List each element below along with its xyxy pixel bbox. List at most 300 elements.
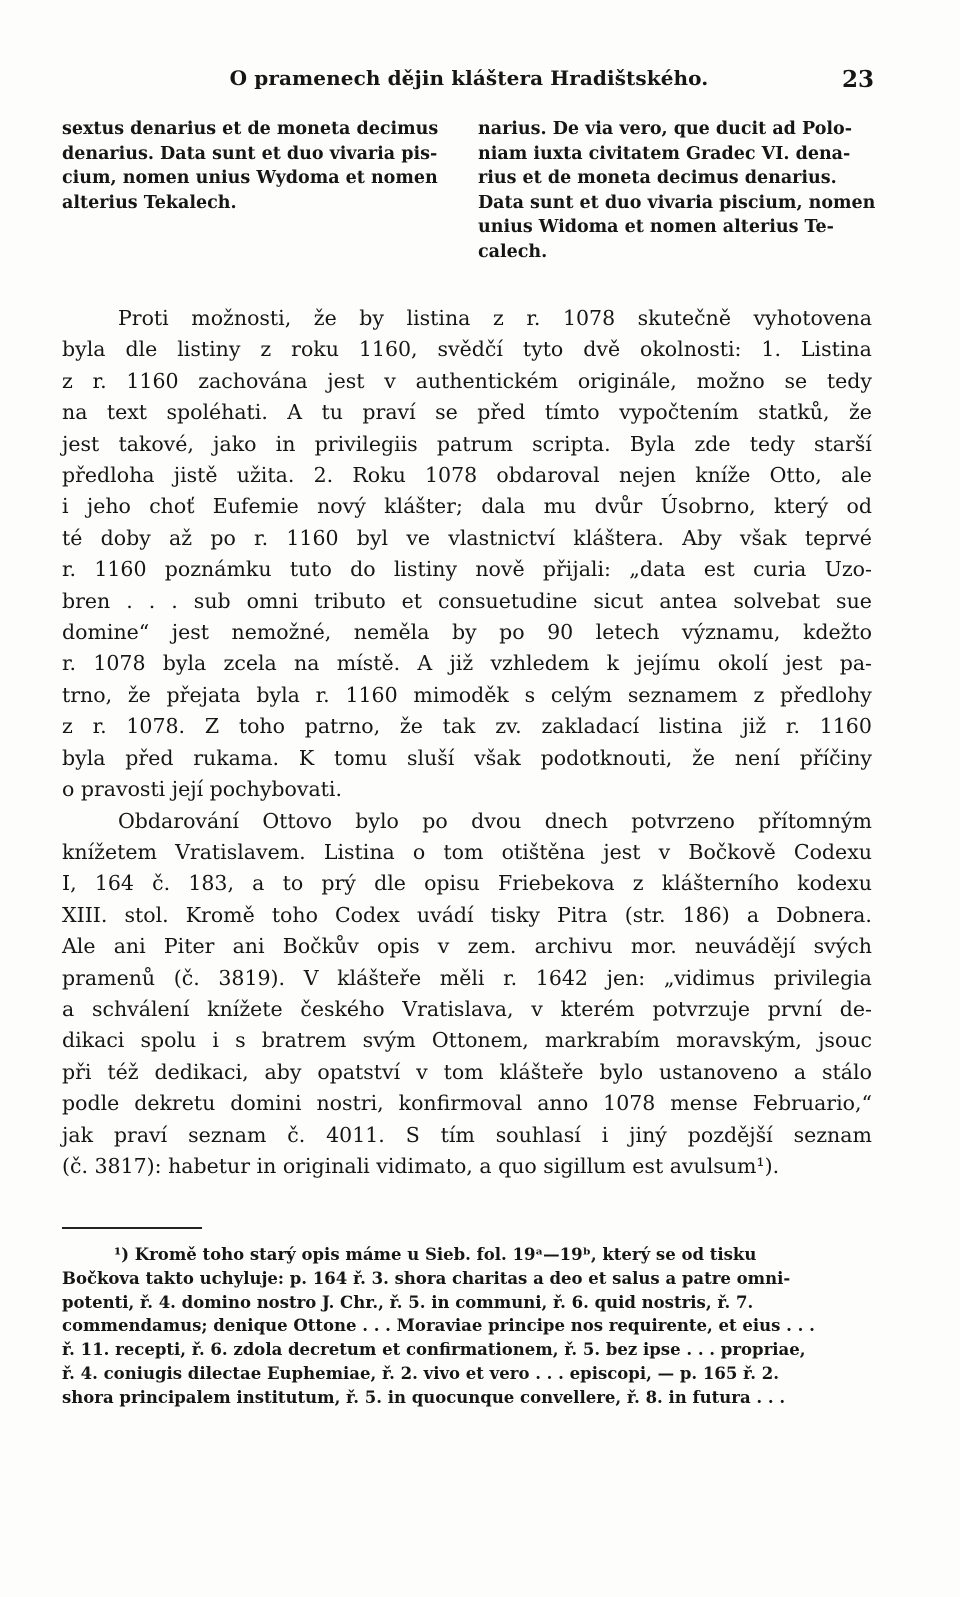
word: vzhledem [490, 651, 590, 676]
body-line [62, 523, 872, 554]
word: jest [62, 431, 100, 456]
word: Ale [62, 934, 96, 959]
word: zde [694, 431, 731, 456]
word: (str. [624, 902, 666, 927]
word: z [492, 306, 504, 330]
word: I, [62, 871, 77, 896]
right-column-line: calech. [478, 241, 548, 262]
word: Roku [352, 463, 406, 488]
word: předloha [62, 463, 155, 488]
word: Ottovo [262, 808, 332, 833]
word: 1078 [93, 651, 146, 676]
word: bylo [355, 808, 399, 833]
right-column-line: Data sunt et duo vivaria piscium, nomen [478, 192, 876, 213]
word: Eufemie [212, 494, 299, 519]
word: dala [481, 494, 526, 519]
word: 164 [94, 871, 134, 896]
word: byla [162, 651, 207, 676]
word: de- [839, 996, 872, 1021]
word: schválení [91, 996, 190, 1021]
word: sicut [593, 588, 644, 613]
word: V [303, 965, 319, 990]
word: domini [230, 1091, 302, 1116]
word: r. [92, 368, 107, 393]
left-column-line: sextus denarius et de moneta decimus [62, 119, 439, 139]
word: jest [171, 620, 210, 645]
word: nostri, [316, 1091, 384, 1116]
left-column-quote [62, 117, 461, 215]
word: Vratislavem. [175, 839, 306, 864]
footnote-line: shora principalem institutum, ř. 5. in quocunque convellere, ř. 8. in futura . . . [62, 1387, 786, 1407]
word: 186) [682, 902, 730, 927]
word: tisky [490, 902, 540, 927]
word: trno, [62, 682, 113, 707]
word: doby [100, 525, 151, 550]
word: tedy [826, 368, 872, 393]
word: originále, [577, 368, 677, 393]
body-line [62, 900, 872, 931]
word: v [437, 934, 450, 959]
word: 1078 [562, 306, 616, 330]
word: seznam [793, 1122, 872, 1147]
word: „data [629, 557, 686, 582]
word: uvádí [416, 902, 474, 927]
word: též [107, 1059, 139, 1084]
word: že [848, 400, 872, 425]
word: jeho [86, 494, 131, 519]
word: že [692, 745, 716, 770]
word: sub [193, 588, 231, 613]
word: sluší [406, 745, 455, 770]
word: zachována [198, 368, 308, 393]
word: praví [362, 400, 416, 425]
word: v [658, 839, 671, 864]
word: Codex [335, 902, 400, 927]
body-line [62, 648, 872, 679]
word: Z [204, 714, 220, 739]
word: podotknouti, [540, 745, 673, 770]
body-line [62, 837, 872, 868]
word: a [793, 1059, 807, 1084]
word: i [62, 494, 69, 519]
word: jako [213, 431, 257, 456]
word: ani [113, 934, 146, 959]
word: seznamem [627, 682, 738, 707]
word: statků, [758, 400, 830, 425]
word: to [282, 871, 304, 896]
word: Kromě [185, 902, 255, 927]
word: dekretu [134, 1091, 216, 1116]
word: letech [595, 620, 660, 645]
body-line [62, 1057, 872, 1088]
footnote-line: Bočkova takto uchyluje: p. 164 ř. 3. shora charitas a deo et salus a patre omni- [62, 1268, 791, 1288]
word: dedikaci, [154, 1059, 249, 1084]
word: se [784, 368, 808, 393]
word: teprvé [804, 525, 872, 550]
word: patrno, [304, 714, 381, 739]
word: consuetudine [438, 588, 578, 613]
word: ale [840, 463, 872, 488]
footnote-line: ¹) Kromě toho starý opis máme u Sieb. fol. 19ᵃ—19ᵇ, který se od tisku [114, 1245, 757, 1264]
word: mor. [630, 934, 677, 959]
word: r. [526, 306, 541, 330]
word: takové, [118, 431, 194, 456]
word: 90 [547, 620, 574, 645]
word: přejata [166, 682, 241, 707]
word: již [449, 651, 474, 676]
word: z [632, 871, 644, 896]
word: z [62, 714, 73, 739]
word: A [287, 400, 303, 425]
word: opatství [317, 1059, 401, 1084]
body-line [62, 963, 872, 994]
word: po [499, 620, 525, 645]
body-line [62, 303, 872, 334]
word: praví [113, 1122, 168, 1147]
right-column-line: narius. De via vero, que ducit ad Polo- [478, 119, 852, 139]
word: Aby [682, 525, 722, 550]
body-line: (č. 3817): habetur in originali vidimato, a quo sigillum est avulsum¹). [62, 1153, 780, 1178]
body-line [62, 680, 872, 711]
word: patrum [436, 431, 513, 456]
word: tuto [289, 557, 332, 582]
word: pozdější [687, 1122, 773, 1147]
word: toho [238, 714, 285, 739]
word: 1078 [425, 463, 478, 488]
word: přijali: [542, 557, 611, 582]
word: že [127, 682, 151, 707]
word: aby [264, 1059, 302, 1084]
word: č. [152, 871, 171, 896]
word: spolu [140, 1028, 197, 1053]
body-line [62, 711, 872, 742]
left-column-line: cium, nomen unius Wydoma et nomen [62, 168, 438, 188]
word: scripta. [532, 431, 611, 456]
word: tedy [749, 431, 795, 456]
word: text [106, 400, 148, 425]
word: Byla [629, 431, 676, 456]
word: Ottonem, [431, 1028, 529, 1053]
body-line [62, 491, 872, 522]
word: r. [62, 651, 77, 676]
body-line [62, 743, 872, 774]
footnotes [62, 1243, 874, 1410]
word: již [742, 714, 767, 739]
word: měli [439, 965, 485, 990]
word: knížete [207, 996, 283, 1021]
word: byla [62, 337, 106, 362]
body-line [62, 397, 872, 428]
word: 1160 [126, 368, 179, 393]
word: 1160 [345, 682, 398, 707]
word: jen: [606, 965, 646, 990]
word: místě. [336, 651, 401, 676]
word: est [703, 557, 735, 582]
word: „vidimus [663, 965, 756, 990]
word: opisu [424, 871, 480, 896]
body-line [62, 806, 872, 837]
word: toho [271, 902, 318, 927]
word: by [359, 306, 384, 330]
word: významu, [681, 620, 781, 645]
word: od [846, 494, 872, 519]
word: nejen [618, 463, 676, 488]
word: jistě [173, 463, 218, 488]
word: mimoděk [413, 682, 509, 707]
right-column-line: unius Widoma et nomen alterius Te- [478, 217, 834, 237]
word: r. [254, 525, 269, 550]
word: potvrzeno [631, 808, 735, 833]
word: vyhotovena [753, 306, 872, 330]
word: Februario,“ [752, 1091, 872, 1116]
word: antea [659, 588, 718, 613]
word: ve [406, 525, 431, 550]
body-line: o pravosti její pochybovati. [62, 777, 342, 802]
word: dvůr [594, 494, 643, 519]
footnote-line: ř. 4. coniugis dilectae Euphemiae, ř. 2. vivo et vero . . . episcopi, — p. 165 ř. 2. [62, 1363, 779, 1383]
word: curia [753, 557, 807, 582]
word: není [734, 745, 780, 770]
body-line [62, 460, 872, 491]
word: Dobnera. [776, 902, 872, 927]
word: kníže [695, 463, 751, 488]
word: po [422, 808, 448, 833]
word: XIII. [62, 902, 108, 927]
word: 2. [313, 463, 334, 488]
word: klášteře [499, 1059, 584, 1084]
word: svým [362, 1028, 416, 1053]
word: souhlasí [495, 1122, 581, 1147]
word: knížetem [62, 839, 157, 864]
word: z [62, 368, 73, 393]
word: sue [836, 588, 872, 613]
body-text [62, 303, 872, 1182]
left-column-line: denarius. Data sunt et duo vivaria pis- [62, 143, 438, 164]
word: bren [62, 588, 111, 613]
footnote-line: commendamus; denique Ottone . . . Moraviae principe nos requirente, et eius . . . [62, 1316, 815, 1336]
word: českého [300, 996, 385, 1021]
word: 1078. [126, 714, 186, 739]
word: privilegia [773, 965, 872, 990]
word: a [746, 902, 760, 927]
footnote-line: ř. 11. recepti, ř. 6. zdola decretum et confirmationem, ř. 5. bez ipse . . . propriae, [62, 1340, 806, 1360]
word: s [524, 682, 536, 707]
word: 1. [761, 337, 781, 362]
word: konfirmoval [398, 1091, 523, 1116]
word: byl [356, 525, 389, 550]
word: kláštera. [573, 525, 664, 550]
word: i [601, 1122, 609, 1147]
word: in [275, 431, 296, 456]
right-column-line: niam iuxta civitatem Gradec VI. dena- [478, 143, 851, 164]
word: dvou [471, 808, 522, 833]
word: celým [550, 682, 613, 707]
word: r. [92, 714, 107, 739]
word: při [62, 1059, 92, 1084]
word: 4011. [326, 1122, 385, 1147]
word: na [62, 400, 88, 425]
word: jsouc [818, 1028, 872, 1053]
word: jest [327, 368, 365, 393]
word: . [126, 588, 133, 613]
word: rukama. [193, 745, 280, 770]
word: pramenů [62, 965, 156, 990]
word: tu [321, 400, 343, 425]
word: a [252, 871, 265, 896]
word: privilegiis [314, 431, 418, 456]
word: svých [813, 934, 872, 959]
word: jest [603, 839, 641, 864]
word: klášteře [337, 965, 422, 990]
word: 1160 [819, 714, 872, 739]
word: ani [232, 934, 265, 959]
word: skutečně [637, 306, 731, 330]
word: Vratislava, [402, 996, 514, 1021]
body-line [62, 429, 872, 460]
word: Proti [118, 306, 169, 330]
word: anno [537, 1091, 589, 1116]
word: stol. [124, 902, 169, 927]
word: kdežto [802, 620, 872, 645]
footnote-separator [62, 1227, 202, 1229]
word: před [477, 400, 526, 425]
body-line [62, 994, 872, 1025]
word: spoléhati. [166, 400, 268, 425]
word: solvebat [733, 588, 821, 613]
word: r. [785, 714, 800, 739]
word: 1160 [286, 525, 339, 550]
word: Pitra [557, 902, 608, 927]
word: v [531, 996, 543, 1021]
word: listina [658, 714, 723, 739]
word: že [313, 306, 337, 330]
word: Codexu [793, 839, 872, 864]
word: s [235, 1028, 246, 1053]
word: nový [317, 494, 366, 519]
left-column-line: alterius Tekalech. [62, 192, 237, 213]
word: okolnosti: [640, 337, 742, 362]
word: by [451, 620, 477, 645]
word: seznam [188, 1122, 267, 1147]
word: se [435, 400, 458, 425]
word: prý [321, 871, 356, 896]
body-line [62, 554, 872, 585]
word: dle [374, 871, 406, 896]
word: po [210, 525, 236, 550]
body-line [62, 617, 872, 648]
word: K [298, 745, 315, 770]
word: užita. [236, 463, 295, 488]
word: před [125, 745, 174, 770]
word: tom [443, 839, 484, 864]
word: neuvádějí [694, 934, 796, 959]
word: tak [442, 714, 476, 739]
word: tom [443, 1059, 484, 1084]
word: . [148, 588, 156, 613]
word: v [416, 1059, 428, 1084]
body-line [62, 931, 872, 962]
word: 3819). [218, 965, 286, 990]
word: dvě [583, 337, 621, 362]
word: authentickém [415, 368, 559, 393]
word: bratrem [261, 1028, 347, 1053]
word: Listina [323, 839, 395, 864]
word: Otto, [769, 463, 822, 488]
word: choť [149, 494, 195, 519]
word: 1160, [358, 337, 418, 362]
word: i [212, 1028, 219, 1053]
word: A [417, 651, 433, 676]
word: 1160 [94, 557, 147, 582]
word: listina [406, 306, 471, 330]
word: podle [62, 1091, 120, 1116]
word: 1078 [603, 1091, 656, 1116]
word: poznámku [164, 557, 272, 582]
word: zcela [223, 651, 277, 676]
word: však [474, 745, 521, 770]
footnote-line: potenti, ř. 4. domino nostro J. Chr., ř. 5. in communi, ř. 6. quid nostris, ř. 7. [62, 1292, 754, 1312]
word: opis [377, 934, 420, 959]
body-line [62, 586, 872, 617]
word: S [405, 1122, 420, 1147]
word: přítomným [758, 808, 872, 833]
word: Uzo- [824, 557, 872, 582]
word: otištěna [501, 839, 586, 864]
word: Úsobrno, [660, 494, 756, 519]
word: roku [291, 337, 339, 362]
word: že [399, 714, 423, 739]
running-header [64, 66, 874, 96]
word: okolí [717, 651, 768, 676]
word: možno [696, 368, 765, 393]
word: o [412, 839, 426, 864]
word: r. [62, 557, 77, 582]
word: z [753, 682, 765, 707]
word: obdaroval [496, 463, 600, 488]
word: č. [287, 1122, 306, 1147]
word: byla [256, 682, 300, 707]
word: 1642 [535, 965, 588, 990]
word: příčiny [799, 745, 872, 770]
word: předlohy [780, 682, 872, 707]
word: tyto [522, 337, 564, 362]
word: Bočkův [282, 934, 359, 959]
word: první [767, 996, 823, 1021]
word: až [169, 525, 193, 550]
word: klášter; [384, 494, 463, 519]
word: z [260, 337, 272, 362]
word: Listina [800, 337, 872, 362]
word: zakladací [541, 714, 640, 739]
word: mense [670, 1091, 738, 1116]
word: jiný [629, 1122, 667, 1147]
body-line [62, 1088, 872, 1119]
word: kterém [560, 996, 635, 1021]
word: tím [440, 1122, 475, 1147]
word: markrabím [544, 1028, 660, 1053]
body-line [62, 334, 872, 365]
word: kodexu [797, 871, 872, 896]
word: jak [62, 1122, 94, 1147]
word: Piter [163, 934, 215, 959]
word: stálo [822, 1059, 872, 1084]
word: svědčí [437, 337, 503, 362]
word: tímto [544, 400, 600, 425]
word: vypočtením [619, 400, 739, 425]
word: Bočkově [688, 839, 776, 864]
word: archivu [534, 934, 613, 959]
word: byla [62, 745, 106, 770]
